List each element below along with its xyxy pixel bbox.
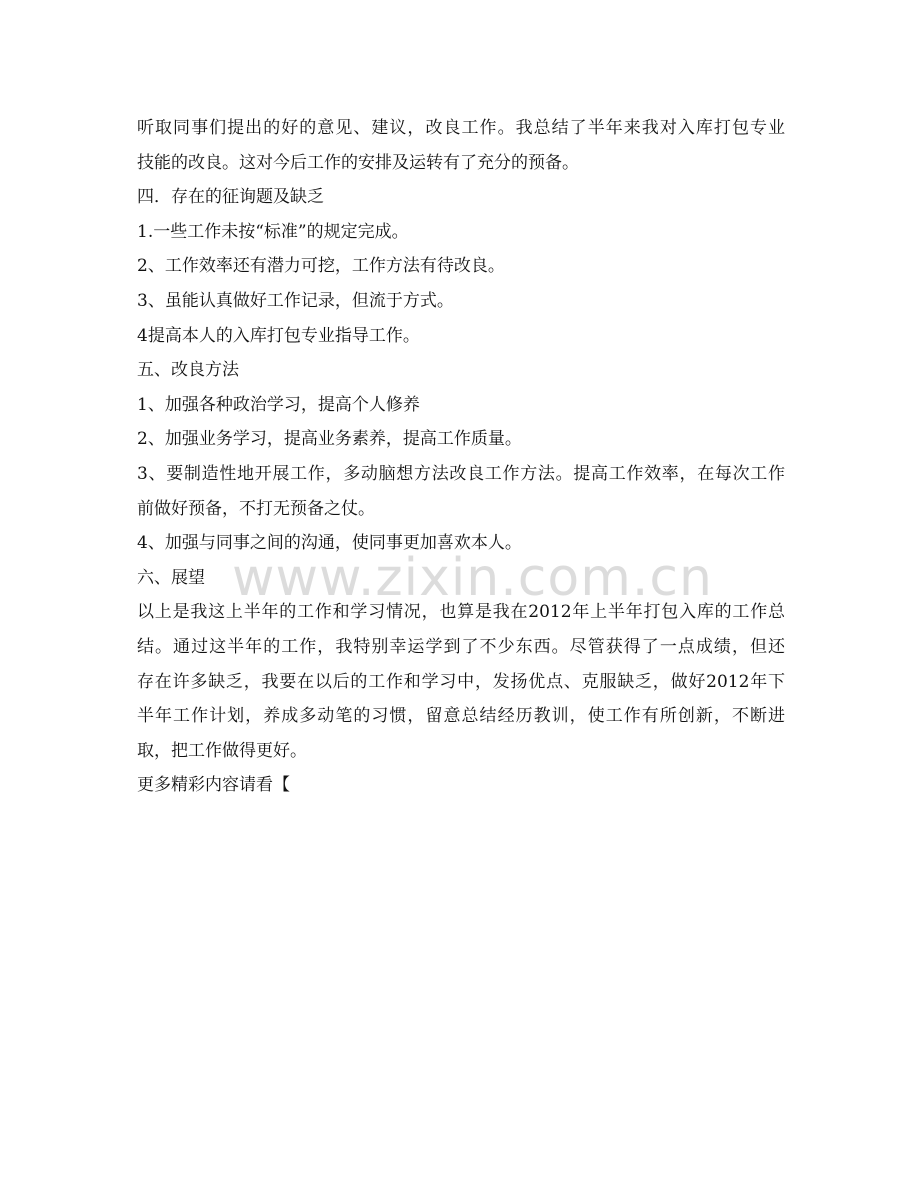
- paragraph-line: 听取同事们提出的好的意见、建议，改良工作。我总结了半年来我对入库打包专业: [137, 118, 785, 138]
- list-item: 1.一些工作未按“标准”的规定完成。: [137, 221, 409, 242]
- list-item: 1、加强各种政治学习，提高个人修养: [137, 394, 420, 415]
- list-item: 2、工作效率还有潜力可挖，工作方法有待改良。: [137, 256, 505, 277]
- list-item: 2、加强业务学习，提高业务素养，提高工作质量。: [137, 429, 522, 450]
- list-item: 3、虽能认真做好工作记录，但流于方式。: [137, 290, 454, 311]
- section-heading: 五、改良方法: [137, 360, 239, 381]
- more-content-link[interactable]: 更多精彩内容请看【: [137, 775, 290, 796]
- paragraph-line: 以上是我这上半年的工作和学习情况，也算是我在2012年上半年打包入库的工作总: [137, 602, 785, 623]
- section-heading: 四．存在的征询题及缺乏: [137, 187, 324, 208]
- paragraph-line: 半年工作计划，养成多动笔的习惯，留意总结经历教训，使工作有所创新，不断进: [137, 706, 785, 727]
- document-body: [137, 111, 785, 803]
- list-item: 3、要制造性地开展工作，多动脑想方法改良工作方法。提高工作效率，在每次工作: [137, 463, 785, 484]
- paragraph-line: 存在许多缺乏，我要在以后的工作和学习中，发扬优点、克服缺乏，做好2012年下: [137, 671, 785, 692]
- list-item: 4、加强与同事之间的沟通，使同事更加喜欢本人。: [137, 533, 522, 554]
- list-item: 4提高本人的入库打包专业指导工作。: [137, 325, 420, 346]
- section-heading: 六、展望: [137, 567, 205, 588]
- paragraph-line: 技能的改良。这对今后工作的安排及运转有了充分的预备。: [137, 152, 579, 173]
- paragraph-line: 结。通过这半年的工作，我特别幸运学到了不少东西。尽管获得了一点成绩，但还: [137, 636, 785, 657]
- paragraph-line: 取，把工作做得更好。: [137, 740, 307, 761]
- watermark-text: www.zixin.com.cn: [232, 548, 713, 608]
- list-item-continuation: 前做好预备，不打无预备之仗。: [137, 498, 375, 519]
